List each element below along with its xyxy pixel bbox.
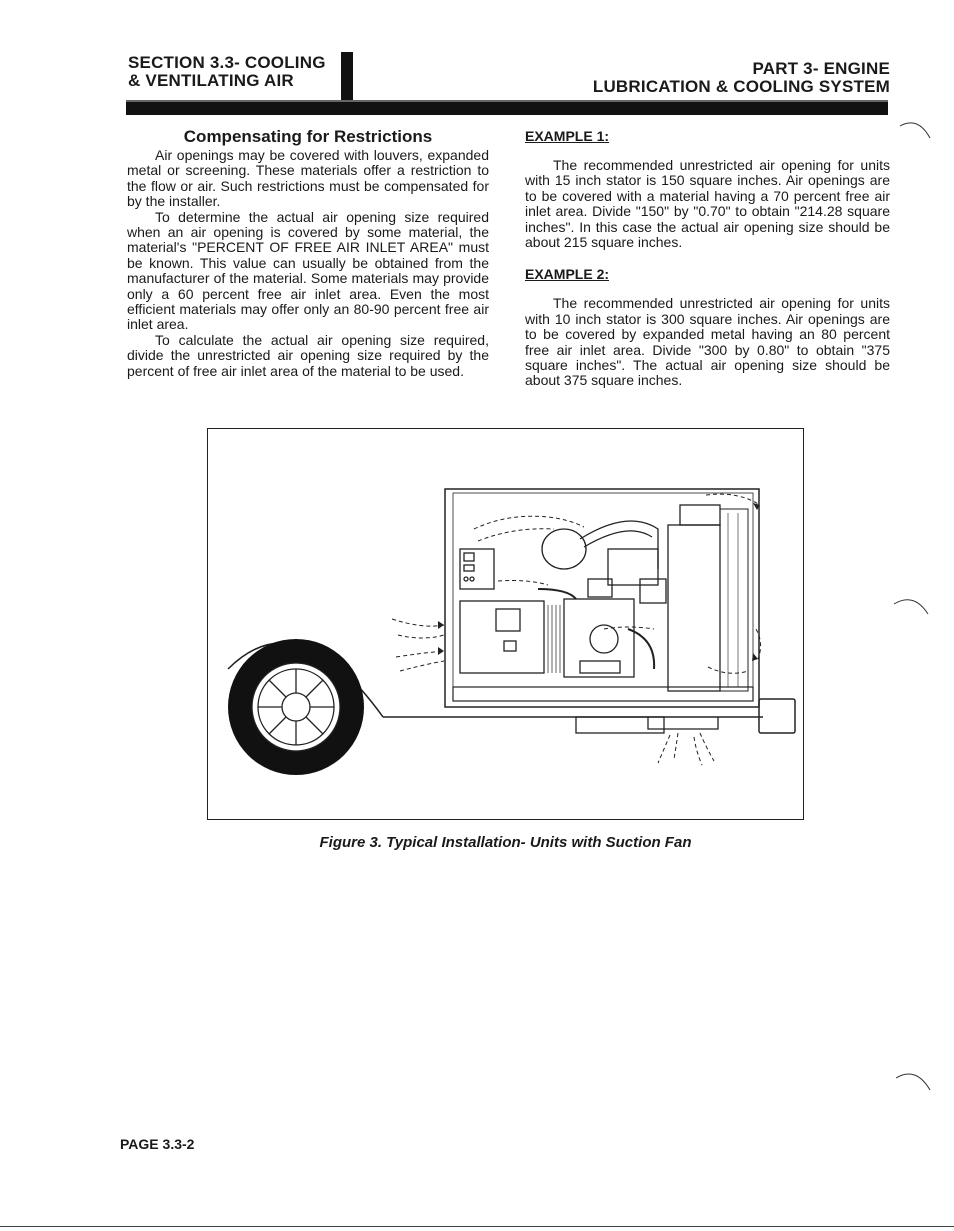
arrow-heads bbox=[438, 503, 760, 661]
part-title bbox=[593, 60, 890, 96]
generator-base bbox=[453, 687, 753, 701]
part-title-line1: PART 3- ENGINE bbox=[752, 59, 890, 78]
page-number: PAGE 3.3-2 bbox=[120, 1136, 195, 1152]
part-title-line2: LUBRICATION & COOLING SYSTEM bbox=[592, 77, 890, 96]
cooling-fins bbox=[544, 605, 560, 673]
example-1-heading: EXAMPLE 1: bbox=[525, 128, 610, 144]
end-box bbox=[759, 699, 795, 733]
right-column bbox=[525, 128, 890, 389]
radiator-side bbox=[720, 509, 748, 691]
scan-mark-mid-right bbox=[892, 592, 932, 622]
header-rule bbox=[126, 102, 888, 115]
restrictions-paragraph-3: To calculate the actual air opening size required, divide the unrestricted air opening size required by the percent of free air inlet area of the material to be used. bbox=[127, 331, 489, 379]
restrictions-paragraph-1: Air openings may be covered with louvers, expanded metal or screening. These materials offer a restriction to the flow or air. Such restrictions must be compensated for by the installer. bbox=[127, 147, 489, 210]
installation-figure bbox=[207, 428, 804, 820]
figure-caption: Figure 3. Typical Installation- Units with Suction Fan bbox=[319, 834, 692, 851]
bottom-rule bbox=[0, 1226, 954, 1227]
underfloor-compartment bbox=[576, 717, 664, 733]
control-panel bbox=[460, 549, 494, 589]
example-2-text: The recommended unrestricted air opening for units with 10 inch stator is 300 square inches. Air openings are to be covered by expanded metal having an 80 percent free air inlet area. Divide "300 by 0.80" to obtain "375 square inches". The actual air opening size should be about 375 square inches. bbox=[525, 295, 890, 389]
wheel-icon bbox=[228, 639, 364, 775]
left-column bbox=[127, 128, 489, 379]
scan-mark-bottom-right bbox=[894, 1066, 934, 1098]
example-1-text: The recommended unrestricted air opening for units with 15 inch stator is 150 square inches. Air openings are to be covered with a material having a 70 percent free air inlet area. Divide "150" by "0.70" to obtain "214.28 square inches". In this case the actual air opening size should be about 215 square inches. bbox=[525, 157, 890, 251]
air-filter bbox=[542, 529, 586, 569]
exhaust-pipe bbox=[580, 521, 658, 569]
header-vertical-bar bbox=[341, 52, 353, 104]
section-title bbox=[128, 54, 326, 90]
restrictions-paragraph-2: To determine the actual air opening size required when an air opening is covered by some material, the material's "PERCENT OF FREE AIR INLET AREA" must be known. This value can usually be obtained from the manufacturer of the material. Some materials may provide only a 60 percent free air inlet area. Even the most efficient materials may offer only an 80-90 percent free air inlet area. bbox=[127, 208, 489, 333]
installation-illustration bbox=[208, 429, 803, 819]
generator-housing bbox=[460, 601, 544, 673]
engine-block bbox=[564, 599, 634, 677]
section-title-line1: SECTION 3.3- COOLING bbox=[128, 53, 326, 72]
restrictions-heading: Compensating for Restrictions bbox=[183, 127, 433, 146]
example-2-heading: EXAMPLE 2: bbox=[525, 266, 610, 283]
section-title-line2: & VENTILATING AIR bbox=[128, 71, 294, 90]
generator-enclosure bbox=[445, 489, 759, 707]
scan-mark-top-right bbox=[898, 116, 934, 146]
radiator bbox=[668, 525, 720, 691]
